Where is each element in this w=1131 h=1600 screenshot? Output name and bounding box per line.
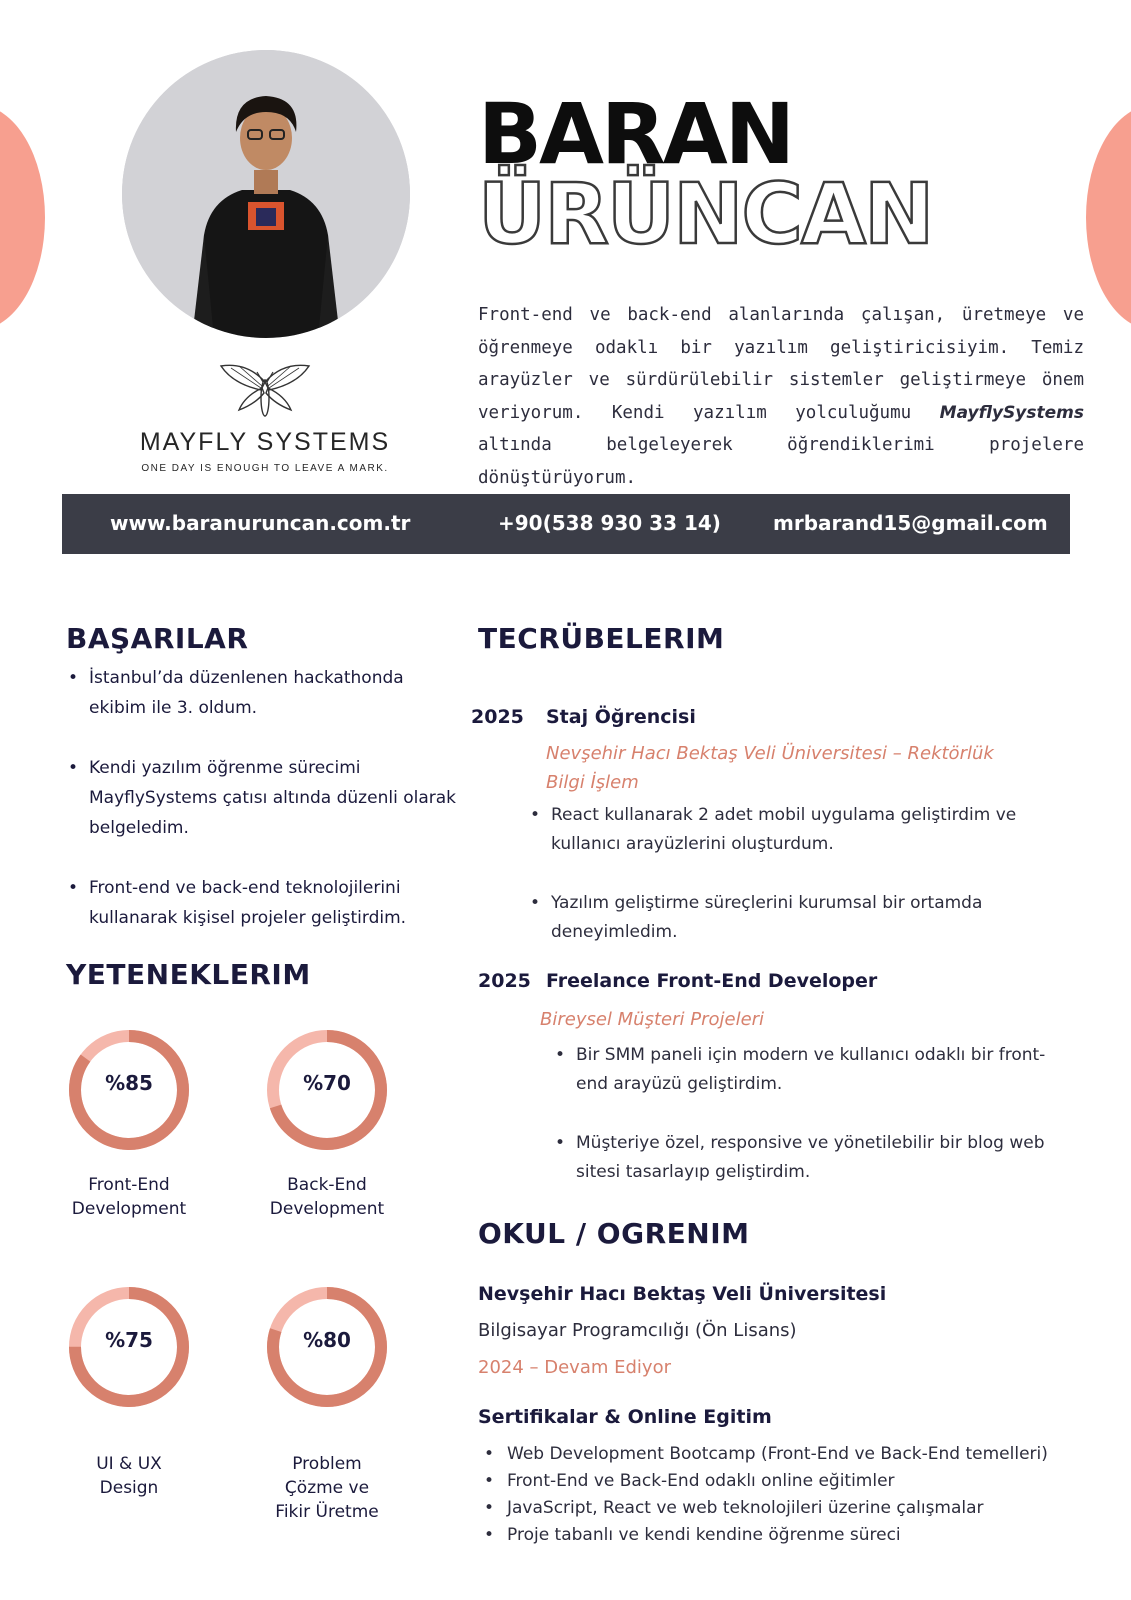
- list-item: • Front-end ve back-end teknolojilerini kullanarak kişisel projeler geliştirdim.: [66, 873, 466, 933]
- list-item: • Proje tabanlı ve kendi kendine öğrenme süreci: [482, 1522, 1082, 1549]
- experience-title: TECRÜBELERIM: [478, 622, 725, 655]
- butterfly-icon: [217, 360, 313, 422]
- decorative-circle-right: [1086, 105, 1131, 330]
- skill-label-line: Design: [99, 1478, 159, 1498]
- education-dates: 2024 – Devam Ediyor: [478, 1357, 671, 1378]
- job-title: Staj Öğrencisi: [546, 706, 696, 728]
- skill-problem-solving: [262, 1282, 392, 1522]
- list-item: • React kullanarak 2 adet mobil uygulama geliştirdim ve kullanıcı arayüzlerini oluşturdum.: [530, 801, 1060, 859]
- bio-text-part1: Front-end ve back-end alanlarında çalışan, üretmeye ve öğrenmeye odaklı bir yazılım geliştiricisiyim. Temiz arayüzler ve sürdürülebilir sistemler geliştirmeye önem veriyorum. Kendi yazılım yolculuğumu: [478, 305, 1084, 423]
- list-item: • Front-End ve Back-End odaklı online eğitimler: [482, 1468, 1082, 1495]
- education-school: Nevşehir Hacı Bektaş Veli Üniversitesi: [478, 1283, 887, 1305]
- skill-percent: %70: [303, 1071, 351, 1095]
- job-bullets: [530, 801, 1060, 947]
- bio-text-part2: altında belgeleyerek öğrendiklerimi projelere dönüştürüyorum.: [478, 435, 1084, 488]
- contact-bar: [62, 494, 1070, 554]
- job-organization-line: Bilgi İşlem: [546, 772, 639, 793]
- skills-title: YETENEKLERIM: [66, 958, 311, 991]
- profile-photo: [122, 50, 410, 338]
- mayfly-logo: [120, 360, 410, 474]
- skill-label-line: UI & UX: [96, 1454, 162, 1474]
- list-item: • Müşteriye özel, responsive ve yönetilebilir bir blog web sitesi tasarlayıp geliştirdim.: [555, 1129, 1067, 1187]
- website-link[interactable]: www.baranuruncan.com.tr: [110, 511, 411, 535]
- education-title: OKUL / OGRENIM: [478, 1217, 750, 1250]
- person-illustration: [122, 50, 410, 338]
- job-bullets: [555, 1041, 1067, 1187]
- skill-percent: %80: [303, 1328, 351, 1352]
- list-item: • Kendi yazılım öğrenme sürecimi MayflySystems çatısı altında düzenli olarak belgeledim.: [66, 753, 466, 843]
- education-degree: Bilgisayar Programcılığı (Ön Lisans): [478, 1320, 797, 1341]
- achievements-list: [66, 663, 466, 933]
- first-name: BARAN: [478, 85, 793, 183]
- skill-label-line: Development: [71, 1199, 187, 1219]
- skill-label-line: Back-End: [287, 1175, 367, 1195]
- logo-name: MAYFLY SYSTEMS: [139, 428, 391, 456]
- skill-label-line: Problem: [292, 1454, 362, 1474]
- phone-number[interactable]: +90(538 930 33 14): [498, 511, 721, 535]
- skill-label-line: Çözme ve: [284, 1478, 370, 1498]
- skill-back-end: [262, 1025, 392, 1219]
- achievements-title: BAŞARILAR: [66, 622, 249, 655]
- email-link[interactable]: mrbarand15@gmail.com: [773, 511, 1048, 535]
- job-year: 2025: [478, 970, 531, 992]
- bio-paragraph: [478, 299, 1084, 494]
- list-item: • JavaScript, React ve web teknolojileri üzerine çalışmalar: [482, 1495, 1082, 1522]
- skill-label: [242, 1173, 412, 1221]
- skill-ui-ux: [64, 1282, 194, 1498]
- skill-label-line: Front-End: [88, 1175, 170, 1195]
- skill-percent: %85: [105, 1071, 153, 1095]
- certifications-list: [482, 1441, 1082, 1549]
- skill-label: [44, 1452, 214, 1500]
- decorative-circle-left: [0, 105, 45, 330]
- job-organization-line: Nevşehir Hacı Bektaş Veli Üniversitesi – Rektörlük: [546, 743, 994, 764]
- logo-tagline: ONE DAY IS ENOUGH TO LEAVE A MARK.: [141, 463, 389, 474]
- certifications-title: Sertifikalar & Online Egitim: [478, 1406, 772, 1428]
- job-organization: Bireysel Müşteri Projeleri: [540, 1009, 765, 1030]
- list-item: • Web Development Bootcamp (Front-End ve Back-End temelleri): [482, 1441, 1082, 1468]
- job-title: Freelance Front-End Developer: [546, 970, 878, 992]
- bio-brand: MayflySystems: [939, 402, 1084, 423]
- skill-label-line: Development: [269, 1199, 385, 1219]
- skill-percent: %75: [105, 1328, 153, 1352]
- skill-label-line: Fikir Üretme: [275, 1502, 379, 1522]
- list-item: • Bir SMM paneli için modern ve kullanıcı odaklı bir front-end arayüzü geliştirdim.: [555, 1041, 1067, 1099]
- job-year: 2025: [471, 706, 524, 728]
- list-item: • İstanbul’da düzenlenen hackathonda ekibim ile 3. oldum.: [66, 663, 466, 723]
- list-item: • Yazılım geliştirme süreçlerini kurumsal bir ortamda deneyimledim.: [530, 889, 1060, 947]
- skill-label: [44, 1173, 214, 1221]
- last-name: ÜRÜNCAN: [478, 165, 933, 263]
- skill-front-end: [64, 1025, 194, 1219]
- skill-label: [242, 1452, 412, 1524]
- job-organization: [546, 739, 1066, 797]
